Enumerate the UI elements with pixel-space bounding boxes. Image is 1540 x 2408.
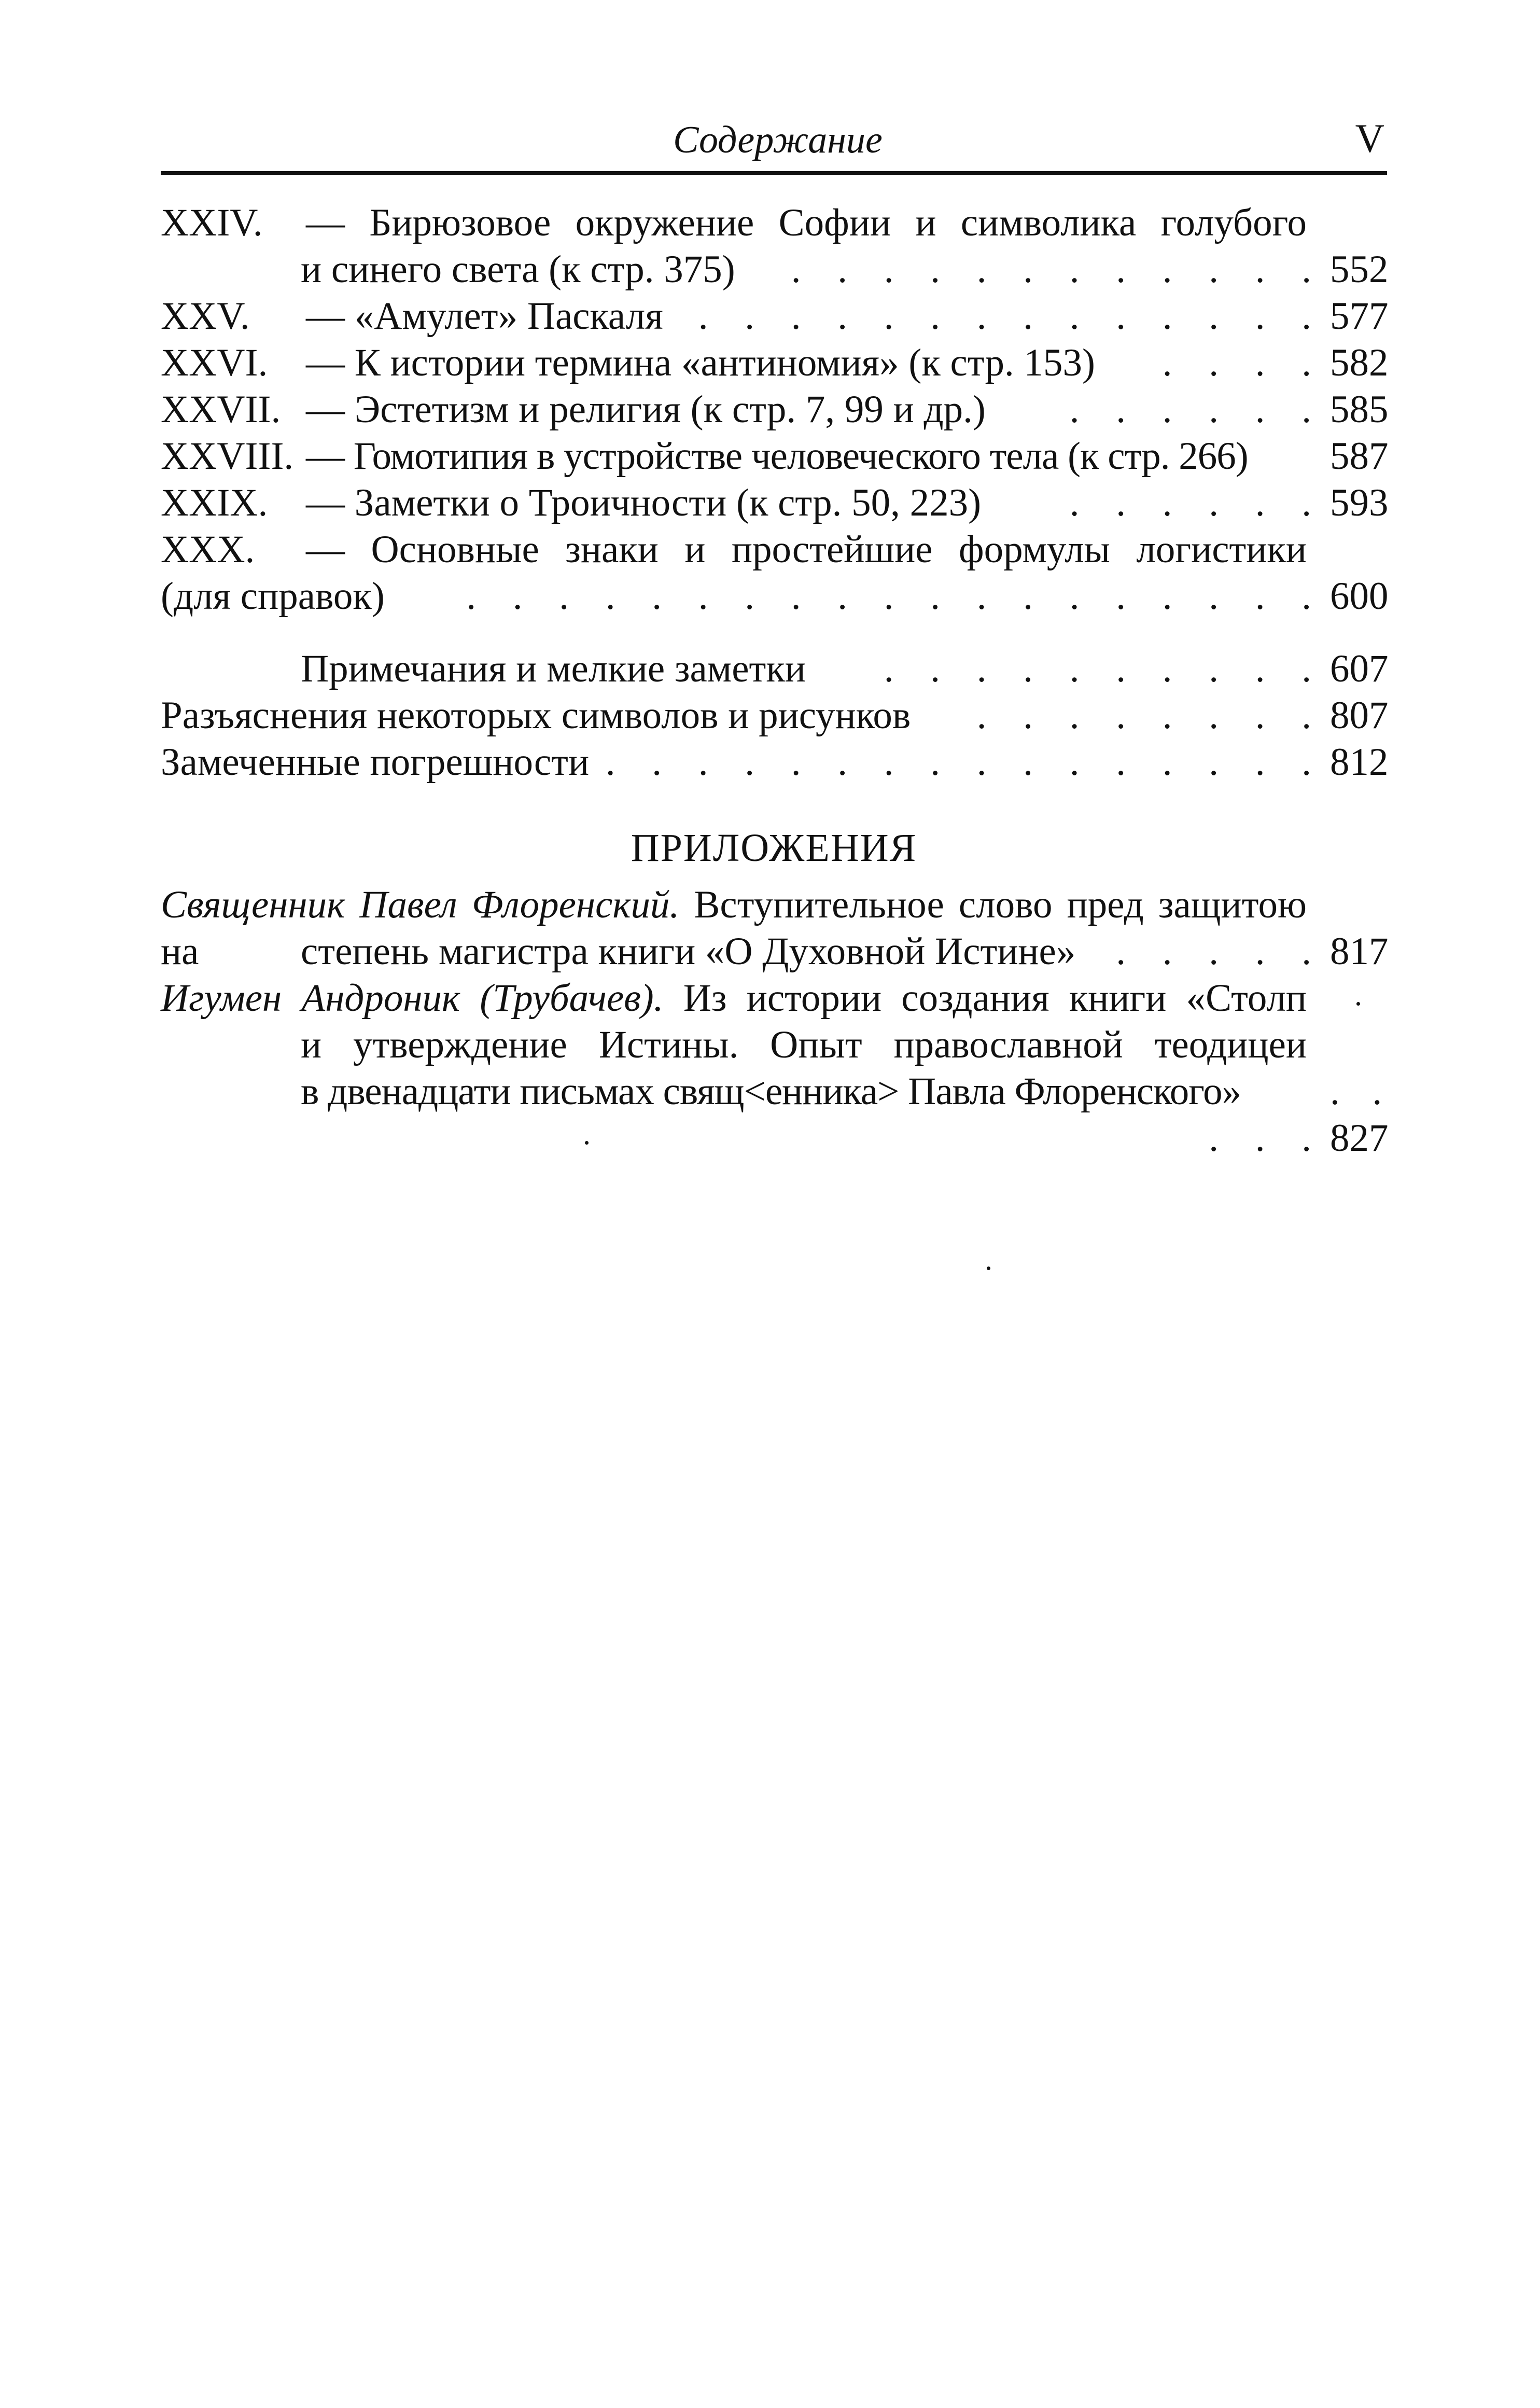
page-number: 577 (1330, 295, 1389, 338)
appendix-entry (161, 975, 1387, 1022)
section-heading: ПРИЛОЖЕНИЯ (631, 826, 917, 870)
toc-entry (161, 200, 1387, 246)
page-number: 585 (1330, 388, 1389, 431)
dot-leader: . . . . . (1116, 930, 1325, 973)
appendix-entry-line (161, 975, 1307, 1022)
entry-title: Вступительное слово пред защитою на (161, 883, 1307, 973)
dot-leader: . . . . . . (1069, 481, 1325, 524)
toc-entry (161, 386, 1387, 433)
page-number: 600 (1330, 575, 1389, 618)
toc-entry-continuation (161, 573, 1387, 620)
entry-title-continued: и синего света (к стр. 375) (301, 248, 735, 291)
page-number: 582 (1330, 341, 1389, 384)
toc-entry (161, 480, 1387, 526)
entry-title: — «Амулет» Паскаля (306, 295, 663, 338)
entry-numeral: XXV. (161, 295, 250, 338)
page-number: 807 (1330, 694, 1389, 737)
dot-leader: . . . . . . . . . . . . . . . . . . . (466, 575, 1325, 618)
entry-numeral: XXVII. (161, 388, 281, 431)
entry-title: — Заметки о Троичности (к стр. 50, 223) (306, 481, 982, 524)
entry-title-continued: (для справок) (161, 575, 385, 618)
appendix-entry-continuation (161, 1068, 1394, 1115)
entry-title: Из истории создания книги «Столп (683, 977, 1307, 1020)
entry-title: — Эстетизм и религия (к стр. 7, 99 и др.) (306, 388, 986, 431)
toc-entry (161, 646, 1387, 692)
running-title: Содержание (673, 119, 883, 161)
entry-author: Игумен Андроник (Трубачев). (161, 977, 664, 1020)
entry-numeral: XXVI. (161, 341, 268, 384)
entry-title-continued: и утверждение Истины. Опыт православной теодицеи (301, 1023, 1307, 1066)
entry-numeral: XXIV. (161, 201, 263, 244)
page-number: 607 (1330, 647, 1389, 690)
dot-leader: . . . . . . . . . . (884, 647, 1325, 690)
entry-title-continued: степень магистра книги «О Духовной Истине» (301, 930, 1076, 973)
appendix-entry-continuation (161, 1115, 1387, 1162)
appendix-entry-continuation (161, 928, 1387, 975)
page-number: 552 (1330, 248, 1389, 291)
dot-leader: . . . . . . . . (976, 694, 1325, 737)
print-speck (585, 1141, 589, 1145)
entry-author: Священник Павел Флоренский. (161, 883, 680, 926)
dot-leader: . . . . . . . . . . . . (791, 248, 1325, 291)
toc-entry (161, 739, 1387, 786)
entry-title: — Основные знаки и простейшие формулы логистики (306, 528, 1307, 571)
page-number: 812 (1330, 741, 1389, 784)
entry-numeral: XXIX. (161, 481, 268, 524)
entry-numeral: XXX. (161, 528, 255, 571)
page-number: 817 (1330, 930, 1389, 973)
page-folio: V (1355, 116, 1384, 161)
page-number: 587 (1330, 435, 1389, 478)
header-rule (161, 171, 1387, 175)
dot-leader: . . . . . . (1069, 388, 1325, 431)
toc-entry (161, 433, 1387, 480)
entry-title: Разъяснения некоторых символов и рисунков (161, 694, 911, 737)
entry-title-continued: в двенадцати письмах свящ<енника> Павла Флоренского» (301, 1070, 1241, 1113)
toc-entry (161, 293, 1387, 340)
dot-leader: . . . . (1162, 341, 1325, 384)
entry-title: — Бирюзовое окружение Софии и символика голубого (306, 201, 1307, 244)
toc-entry (161, 692, 1387, 739)
dot-leader: . . . . . . . . . . . . . . (698, 295, 1325, 338)
trailing-leader: . . (1330, 1070, 1394, 1113)
print-speck (987, 1266, 990, 1270)
dot-leader: . . . (1209, 1117, 1325, 1160)
page-number: 593 (1330, 481, 1389, 524)
toc-entry (161, 340, 1387, 386)
entry-title: — Гомотипия в устройстве человеческого тела (к стр. 266) (306, 435, 1248, 478)
print-speck (1356, 1002, 1360, 1006)
entry-title: Примечания и мелкие заметки (301, 647, 806, 690)
toc-entry-continuation (161, 246, 1387, 293)
page-number: 827 (1330, 1117, 1389, 1160)
appendix-entry-continuation (161, 1022, 1387, 1068)
entry-numeral: XXVIII. (161, 435, 294, 478)
entry-title: — К истории термина «антиномия» (к стр. 153) (306, 341, 1095, 384)
toc-entry (161, 526, 1387, 573)
dot-leader: . . . . . . . . . . . . . . . . (605, 741, 1325, 784)
entry-title: Замеченные погрешности (161, 741, 590, 784)
